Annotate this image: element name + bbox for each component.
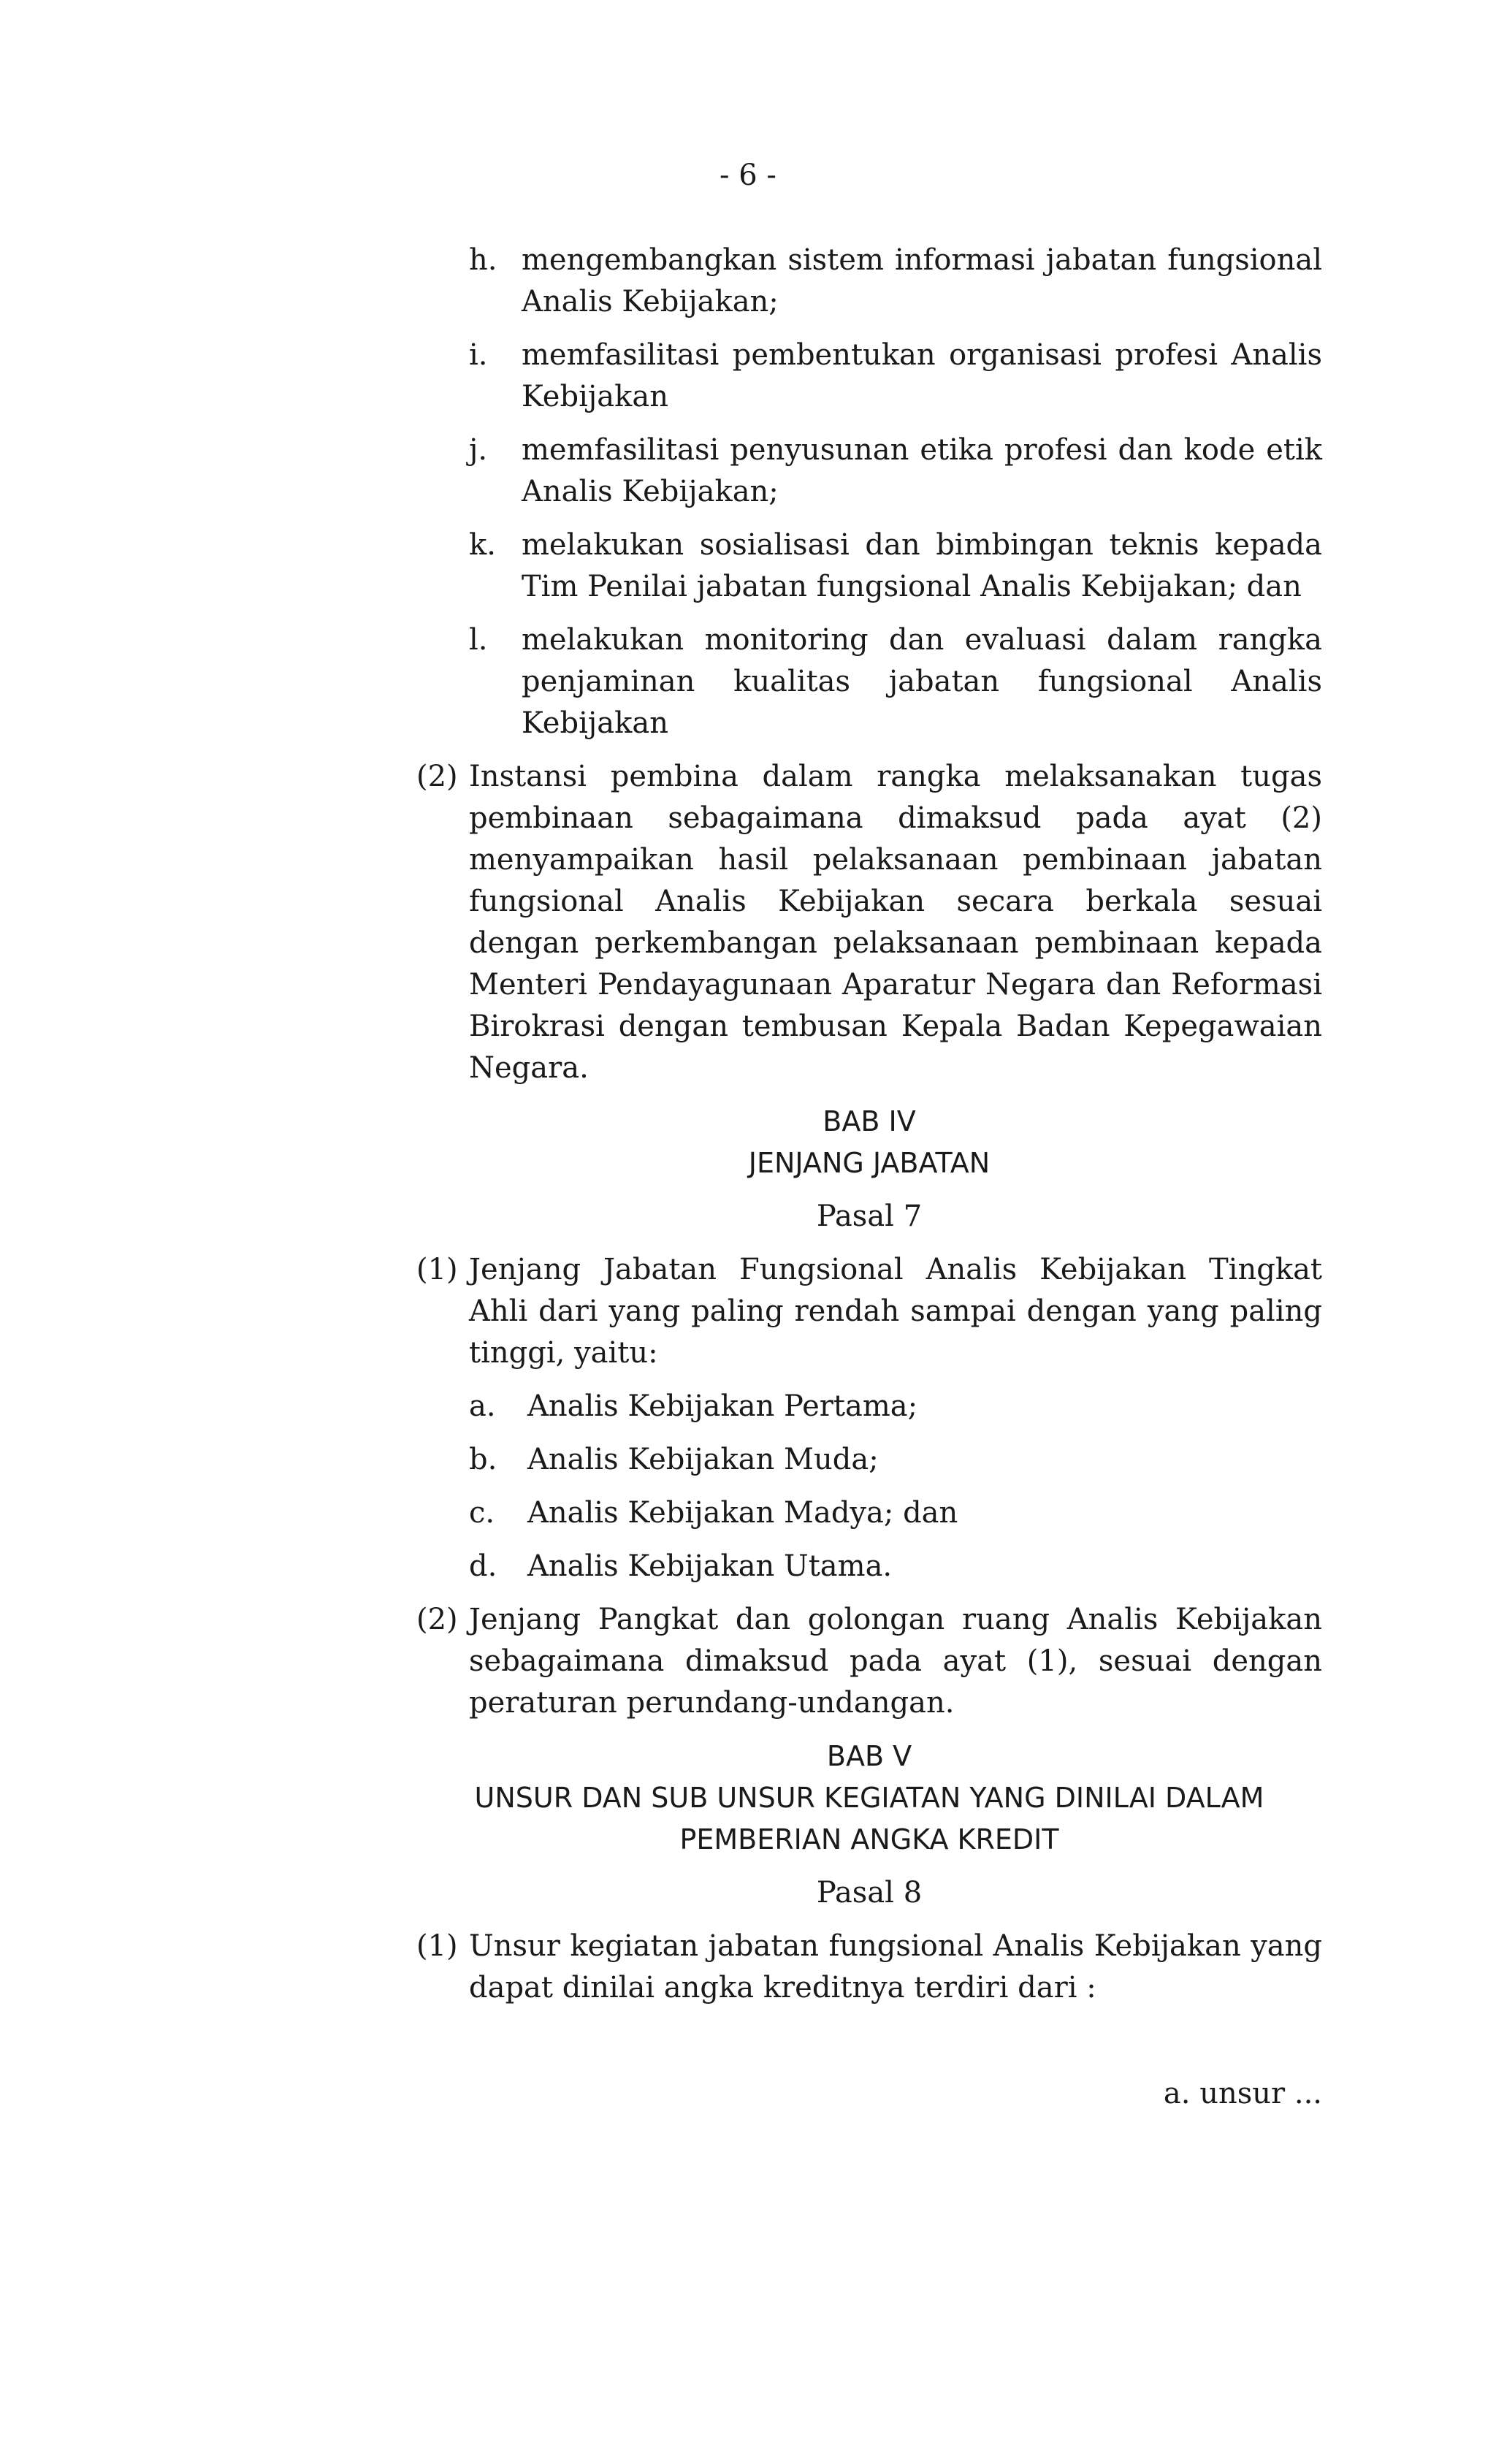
list-item: [416, 1439, 1322, 1481]
paragraph-ayat: [416, 756, 1322, 1089]
ayat-text: Unsur kegiatan jabatan fungsional Analis Kebijakan yang dapat dinilai angka kreditnya terdiri dari :: [469, 1929, 1322, 2005]
list-marker: d.: [469, 1549, 497, 1583]
list-text: Analis Kebijakan Pertama;: [527, 1389, 918, 1423]
list-text: melakukan sosialisasi dan bimbingan teknis kepada Tim Penilai jabatan fungsional Analis Kebijakan; dan: [522, 528, 1322, 603]
pasal-heading: Pasal 7: [816, 1199, 923, 1233]
bab-title-line-1: UNSUR DAN SUB UNSUR KEGIATAN YANG DINILAI DALAM: [474, 1782, 1264, 1814]
ayat-text: Instansi pembina dalam rangka melaksanakan tugas pembinaan sebagaimana dimaksud pada ayat (2) menyampaikan hasil pelaksanaan pembinaan jabatan fungsional Analis Kebijakan secara berkala sesuai dengan perkembangan pelaksanaan pembinaan kepada Menteri Pendayagunaan Aparatur Negara dan Reformasi Birokrasi dengan tembusan Kepala Badan Kepegawaian Negara.: [469, 760, 1322, 1085]
paragraph-ayat: [416, 1926, 1322, 2009]
list-marker: h.: [469, 243, 497, 277]
ayat-text: Jenjang Jabatan Fungsional Analis Kebijakan Tingkat Ahli dari yang paling rendah sampai dengan yang paling tinggi, yaitu:: [469, 1253, 1322, 1370]
paragraph-ayat: [416, 1599, 1322, 1724]
bab-number: BAB IV: [823, 1105, 916, 1137]
page-number: - 6 -: [720, 159, 776, 192]
list-marker: a.: [469, 1389, 496, 1423]
list-item: [416, 1492, 1322, 1534]
list-item: [416, 335, 1322, 418]
ayat-text: Jenjang Pangkat dan golongan ruang Analis Kebijakan sebagaimana dimaksud pada ayat (1), sesuai dengan peraturan perundang-undangan.: [469, 1603, 1322, 1720]
list-marker: l.: [469, 623, 488, 657]
list-marker: b.: [469, 1443, 497, 1476]
paragraph-ayat: [416, 1249, 1322, 1374]
list-text: mengembangkan sistem informasi jabatan fungsional Analis Kebijakan;: [522, 243, 1322, 319]
list-text: memfasilitasi penyusunan etika profesi dan kode etik Analis Kebijakan;: [522, 433, 1322, 508]
list-text: melakukan monitoring dan evaluasi dalam rangka penjaminan kualitas jabatan fungsional Analis Kebijakan: [522, 623, 1322, 740]
list-item: [416, 525, 1322, 608]
list-marker: k.: [469, 528, 496, 562]
chapter-heading: [416, 1736, 1322, 1861]
page-continuation-catchword: a. unsur ...: [1163, 2077, 1322, 2110]
list-item: [416, 619, 1322, 744]
document-body: [416, 240, 1322, 2021]
list-item: [416, 240, 1322, 323]
ayat-marker: (2): [416, 1603, 458, 1636]
list-marker: c.: [469, 1496, 495, 1530]
bab-title: JENJANG JABATAN: [748, 1147, 991, 1179]
bab-title-line-2: PEMBERIAN ANGKA KREDIT: [679, 1823, 1059, 1855]
list-text: memfasilitasi pembentukan organisasi profesi Analis Kebijakan: [522, 338, 1322, 413]
list-text: Analis Kebijakan Madya; dan: [527, 1496, 958, 1530]
list-text: Analis Kebijakan Muda;: [527, 1443, 879, 1476]
pasal-heading: Pasal 8: [816, 1876, 923, 1910]
list-item: [416, 1546, 1322, 1587]
ayat-marker: (1): [416, 1929, 458, 1963]
list-marker: j.: [469, 433, 488, 467]
list-item: [416, 430, 1322, 513]
ayat-marker: (1): [416, 1253, 458, 1286]
bab-number: BAB V: [826, 1740, 912, 1772]
ayat-marker: (2): [416, 760, 458, 793]
list-marker: i.: [469, 338, 488, 372]
chapter-heading: [416, 1101, 1322, 1184]
list-text: Analis Kebijakan Utama.: [527, 1549, 893, 1583]
list-item: [416, 1386, 1322, 1427]
